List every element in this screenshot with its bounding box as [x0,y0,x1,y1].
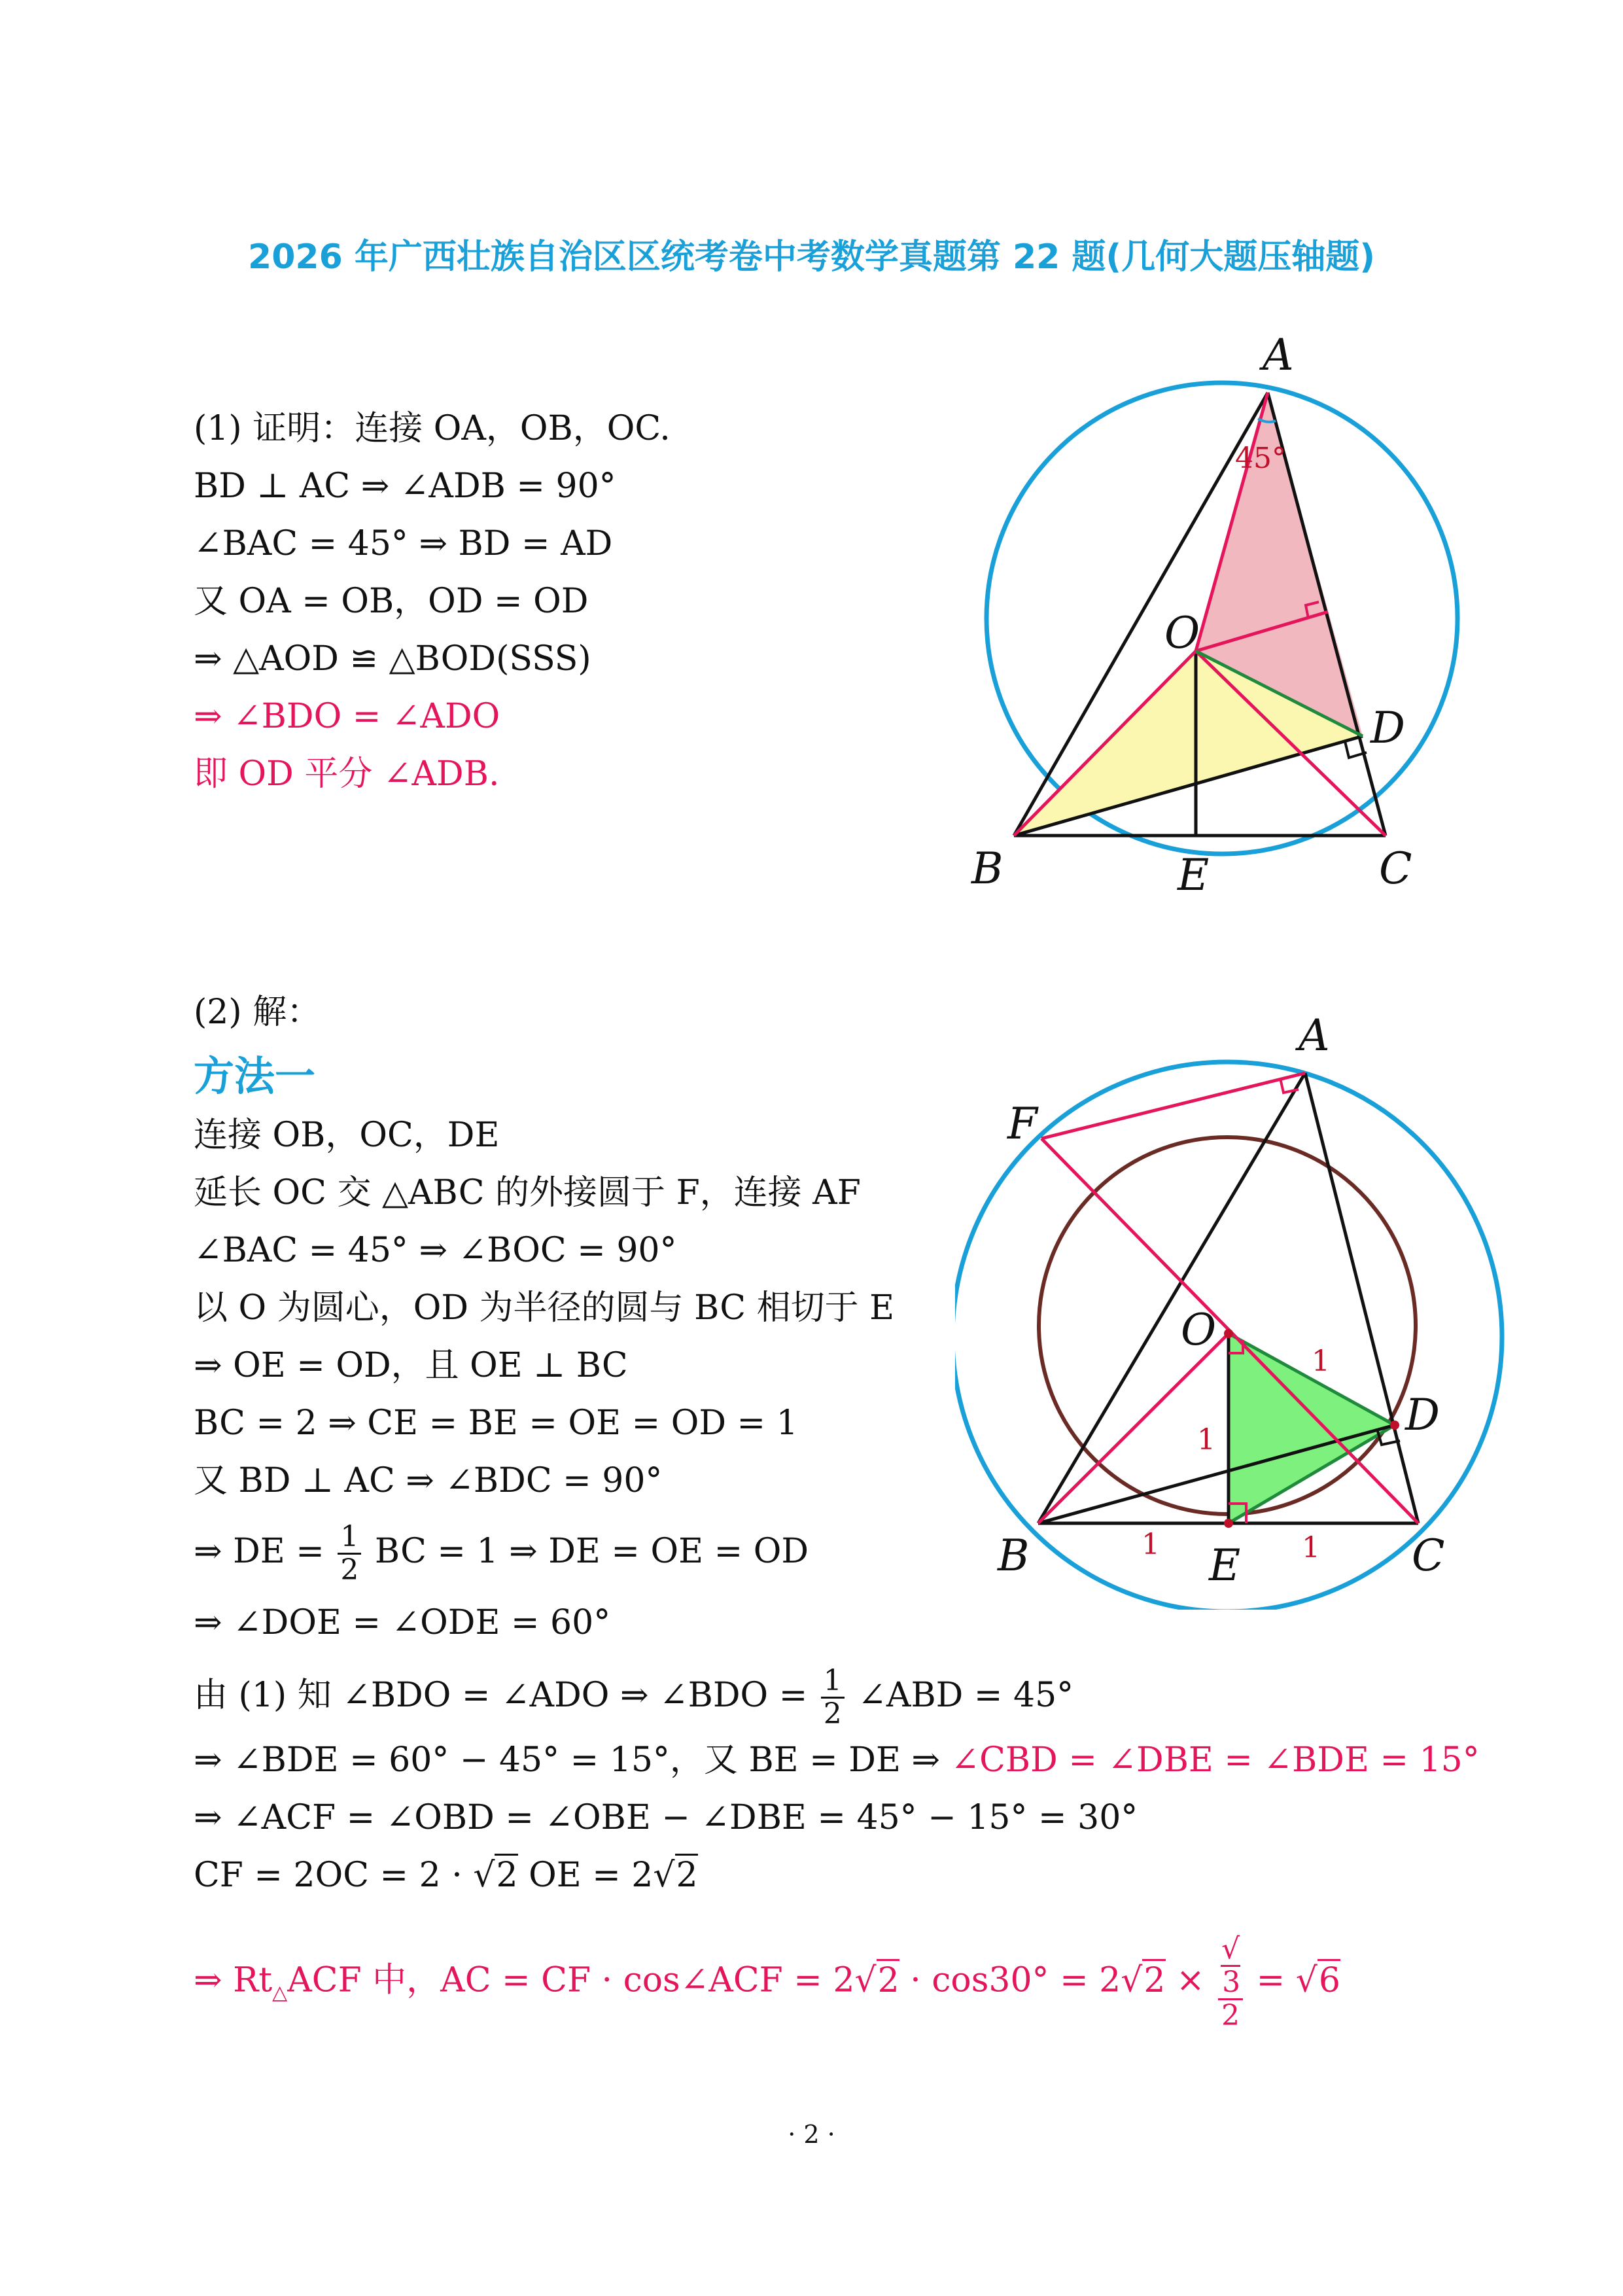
sqrt-2-a: 2 [495,1854,517,1895]
fraction-half [338,1521,361,1586]
label-c: C [1379,843,1412,894]
seg-label-oe: 1 [1197,1423,1215,1457]
label-e: E [1178,850,1210,900]
part1-line-1: (1) 证明：连接 OA，OB，OC. [194,409,671,448]
fraction-sqrt3-2 [1218,1934,1243,2032]
sqrt-2-b: 2 [675,1854,698,1895]
part2-header: (2) 解： [194,993,321,1032]
angle-label-45: 45° [1235,442,1286,475]
sqrt-2-d: 2 [1142,1959,1165,2000]
figure-1 [916,314,1537,916]
label-b-2: B [998,1530,1030,1581]
part2-line-doe: ⇒ ∠DOE = ∠ODE = 60° [194,1603,611,1642]
sqrt-2-c: 2 [877,1959,899,2000]
sqrt-3: 3 [1222,1966,1241,1999]
part1-line-3: ∠BAC = 45° ⇒ BD = AD [194,524,613,563]
label-d: D [1370,703,1405,753]
rt-a: ⇒ Rt [194,1960,273,2000]
figure-2 [955,995,1544,1610]
rt-c: · cos30° = 2 [899,1960,1121,2000]
de-rhs: BC = 1 ⇒ DE = OE = OD [374,1532,809,1571]
frac-num: 1 [338,1521,361,1555]
method-heading: 方法一 [194,1052,316,1100]
rt-b: ACF 中，AC = CF · cos∠ACF = 2 [287,1960,855,2000]
point-e [1224,1519,1233,1528]
label-a: A [1263,330,1294,380]
label-o-2: O [1181,1305,1217,1355]
label-c-2: C [1412,1530,1445,1581]
part1-line-7: 即 OD 平分 ∠ADB. [194,754,500,794]
part2-line-bde [194,1740,1480,1780]
part2-line-5: ⇒ OE = OD，且 OE ⊥ BC [194,1346,628,1385]
rt-d: × [1165,1960,1216,2000]
right-angle-mark-a [1280,1078,1299,1093]
fraction-half-2 [821,1665,845,1730]
part2-line-acf: ⇒ ∠ACF = ∠OBD = ∠OBE − ∠DBE = 45° − 15° = 30° [194,1798,1138,1837]
seg-label-be: 1 [1142,1528,1160,1561]
bde-red: ∠CBD = ∠DBE = ∠BDE = 15° [951,1740,1480,1780]
part2-line-1: 连接 OB，OC，DE [194,1116,500,1155]
rt-sub: △ [272,1981,288,2004]
part2-line-rt: ⇒ $Rt_\triangle ACF$ 中，AC = CF · cos∠ACF = 2√2 · cos30° = 2√2 × √ 3 2 = √6 [194,1932,1341,2032]
cf-lhs: CF = 2OC = 2 · [194,1856,474,1895]
label-o: O [1164,608,1200,658]
frac-den-3: 2 [1221,1999,1240,2032]
point-d [1390,1421,1399,1430]
cf-mid: OE = 2 [529,1856,654,1895]
part2-line-cf: CF = 2OC = 2 · √2 OE = 2√2 [194,1856,698,1895]
page-title: 2026 年广西壮族自治区区统考卷中考数学真题第 22 题(几何大题压轴题) [248,238,1375,277]
frac-den-2: 2 [823,1697,842,1731]
part2-line-from1 [194,1665,1073,1730]
part2-line-de [194,1521,809,1586]
seg-label-od: 1 [1312,1345,1330,1378]
label-e-2: E [1209,1540,1241,1591]
part1-line-4: 又 OA = OB，OD = OD [194,582,589,621]
label-f: F [1007,1099,1038,1149]
frac-num-2: 1 [821,1665,845,1699]
bde-black: ⇒ ∠BDE = 60° − 45° = 15°，又 BE = DE ⇒ [194,1740,951,1780]
part2-line-4: 以 O 为圆心，OD 为半径的圆与 BC 相切于 E [194,1288,895,1328]
page-number: · 2 · [788,2120,835,2149]
label-a-2: A [1299,1010,1330,1061]
part2-line-2: 延长 OC 交 △ABC 的外接圆于 F，连接 AF [194,1173,861,1212]
part2-line-3: ∠BAC = 45° ⇒ ∠BOC = 90° [194,1231,677,1270]
de-lhs: ⇒ DE = [194,1532,324,1571]
seg-label-ec: 1 [1302,1531,1320,1564]
frac-num-3: √ 3 [1218,1934,1243,2000]
part1-line-2: BD ⊥ AC ⇒ ∠ADB = 90° [194,467,616,506]
frac-den: 2 [340,1553,359,1587]
point-o [1224,1329,1233,1338]
part1-line-6: ⇒ ∠BDO = ∠ADO [194,697,500,736]
part1-line-5: ⇒ △AOD ≌ △BOD(SSS) [194,639,591,679]
sqrt-6: 6 [1318,1959,1340,2000]
from1-rhs: ∠ABD = 45° [858,1676,1074,1715]
part2-line-6: BC = 2 ⇒ CE = BE = OE = OD = 1 [194,1404,798,1443]
part2-line-7: 又 BD ⊥ AC ⇒ ∠BDC = 90° [194,1461,663,1500]
rt-e: = [1246,1960,1296,2000]
label-d-2: D [1405,1390,1440,1440]
label-b: B [971,843,1003,894]
from1-lhs: 由 (1) 知 ∠BDO = ∠ADO ⇒ ∠BDO = [194,1676,808,1715]
